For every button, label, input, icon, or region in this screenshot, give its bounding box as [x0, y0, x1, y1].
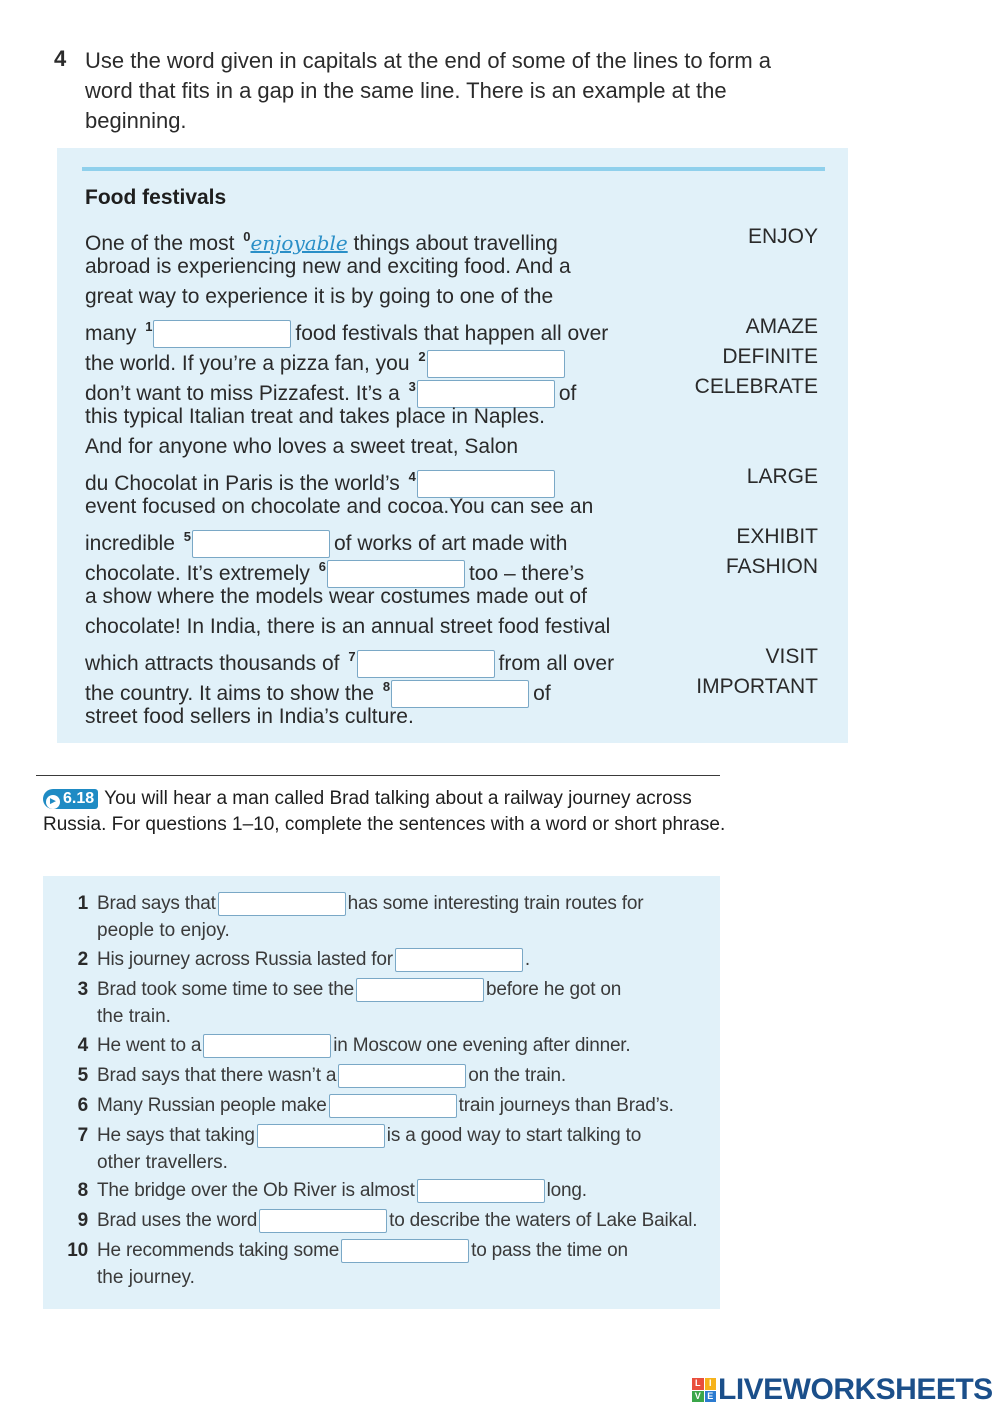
- text-segment: don’t want to miss Pizzafest. It’s a: [85, 382, 406, 405]
- question-item: [62, 945, 530, 975]
- text-segment: a show where the models wear costumes made out of: [85, 585, 587, 608]
- question-item: [62, 1176, 587, 1206]
- logo-letter: I: [705, 1378, 717, 1390]
- capital-word: VISIT: [765, 645, 818, 668]
- text-line: [85, 342, 569, 375]
- text-segment: incredible: [85, 532, 181, 555]
- capital-word: LARGE: [746, 465, 818, 488]
- question-text: Many Russian people make: [97, 1095, 327, 1116]
- capital-word: AMAZE: [745, 315, 818, 338]
- gap-number: 6: [318, 559, 326, 574]
- question-number: 2: [77, 949, 88, 970]
- question-item: [62, 1031, 630, 1061]
- text-segment: too – there’s: [468, 562, 585, 585]
- capital-word: IMPORTANT: [696, 675, 818, 698]
- question-text-after: to pass the time on: [471, 1240, 628, 1261]
- question-text: He recommends taking some: [97, 1240, 340, 1261]
- question-text: Brad uses the word: [97, 1210, 258, 1231]
- question-item: [62, 1236, 628, 1266]
- text-line: [85, 312, 609, 345]
- gap-number: 8: [382, 679, 391, 694]
- answer-field-2[interactable]: [395, 948, 523, 972]
- listening-instruction: [43, 786, 733, 838]
- text-line: [85, 372, 577, 405]
- question-continuation: the train.: [97, 1006, 171, 1027]
- text-line: [85, 612, 610, 642]
- text-line: [85, 642, 615, 675]
- question-item: [62, 975, 621, 1005]
- text-line: [85, 402, 545, 432]
- gap-number: 0: [243, 229, 251, 244]
- text-segment: many: [85, 322, 143, 345]
- question-text: Brad took some time to see the: [97, 979, 354, 1000]
- audio-track-number: 6.18: [63, 790, 95, 807]
- question-continuation: people to enjoy.: [97, 920, 230, 941]
- text-segment: this typical Italian treat and takes place in Naples.: [85, 405, 545, 428]
- question-number: 10: [67, 1240, 88, 1261]
- gap-number: 1: [145, 319, 153, 334]
- text-segment: the country. It aims to show the: [85, 682, 380, 705]
- text-segment: food festivals that happen all over: [295, 322, 609, 345]
- question-text: Brad says that: [97, 893, 216, 914]
- text-segment: things about travelling: [347, 232, 558, 255]
- section-divider: [36, 775, 720, 776]
- text-segment: chocolate. It’s extremely: [85, 562, 316, 585]
- question-continuation: other travellers.: [97, 1152, 228, 1173]
- question-continuation: the journey.: [97, 1267, 195, 1288]
- text-line: [85, 672, 551, 705]
- text-segment: of works of art made with: [333, 532, 568, 555]
- text-line: [85, 222, 558, 255]
- text-line: [85, 252, 571, 282]
- question-item: [62, 889, 643, 919]
- panel-rule: [82, 167, 825, 171]
- gap-number: 4: [408, 469, 416, 484]
- answer-field-3[interactable]: [356, 978, 484, 1002]
- question-item: [62, 1121, 641, 1151]
- answer-field-10[interactable]: [341, 1239, 469, 1263]
- example-answer: enjoyable: [250, 231, 348, 255]
- text-segment: And for anyone who loves a sweet treat, Salon: [85, 435, 519, 458]
- question-item: [62, 1206, 697, 1236]
- exercise-number: 4: [54, 46, 67, 71]
- question-text-after: long.: [546, 1180, 587, 1201]
- question-number: 4: [77, 1035, 88, 1056]
- text-segment: of: [558, 382, 577, 405]
- answer-field-1[interactable]: [218, 892, 346, 916]
- audio-track-button[interactable]: [43, 789, 98, 809]
- text-line: [85, 492, 593, 522]
- question-text: He says that taking: [97, 1125, 255, 1146]
- question-number: 3: [77, 979, 88, 1000]
- question-number: 5: [77, 1065, 88, 1086]
- question-item: [62, 1061, 566, 1091]
- question-text-after: on the train.: [468, 1065, 566, 1086]
- capital-word: EXHIBIT: [736, 525, 818, 548]
- question-text: He went to a: [97, 1035, 202, 1056]
- question-text-after: before he got on: [485, 979, 622, 1000]
- text-segment: event focused on chocolate and cocoa.You can see an: [85, 495, 594, 518]
- exercise-instruction: Use the word given in capitals at the end of some of the lines to form a word that fits in a gap in the same line. There is an example at the beginning.: [85, 48, 772, 133]
- question-number: 1: [77, 893, 88, 914]
- liveworksheets-logo: [692, 1372, 993, 1408]
- logo-letter: L: [692, 1378, 704, 1390]
- answer-field-5[interactable]: [338, 1064, 466, 1088]
- question-text-after: .: [524, 949, 530, 970]
- capital-word: DEFINITE: [722, 345, 818, 368]
- question-number: 8: [77, 1180, 88, 1201]
- answer-field-4[interactable]: [203, 1034, 331, 1058]
- text-segment: which attracts thousands of: [85, 652, 346, 675]
- text-line: [85, 462, 559, 495]
- capital-word: ENJOY: [747, 225, 818, 248]
- logo-letter: E: [705, 1391, 717, 1403]
- capital-word: FASHION: [725, 555, 818, 578]
- text-segment: from all over: [498, 652, 615, 675]
- question-number: 6: [77, 1095, 88, 1116]
- text-segment: street food sellers in India’s culture.: [85, 705, 414, 728]
- text-line: [85, 432, 518, 462]
- question-text-after: in Moscow one evening after dinner.: [333, 1035, 631, 1056]
- text-line: [85, 522, 568, 555]
- question-text: The bridge over the Ob River is almost: [97, 1180, 415, 1201]
- text-segment: of: [533, 682, 551, 705]
- answer-field-9[interactable]: [259, 1209, 387, 1233]
- text-segment: du Chocolat in Paris is the world’s: [85, 472, 406, 495]
- text-line: [85, 282, 553, 312]
- logo-letter: V: [692, 1391, 704, 1403]
- text-line: [85, 702, 414, 732]
- speaker-icon: ►: [46, 795, 60, 809]
- answer-field-7[interactable]: [257, 1124, 385, 1148]
- answer-field-6[interactable]: [329, 1094, 457, 1118]
- gap-number: 5: [183, 529, 191, 544]
- text-segment: chocolate! In India, there is an annual street food festival: [85, 615, 611, 638]
- liveworksheets-logo-icon: [692, 1378, 716, 1402]
- text-line: [85, 552, 585, 585]
- question-text-after: has some interesting train routes for: [347, 893, 644, 914]
- question-number: 9: [77, 1210, 88, 1231]
- text-segment: great way to experience it is by going to one of the: [85, 285, 554, 308]
- question-number: 7: [77, 1125, 88, 1146]
- question-text-after: is a good way to start talking to: [386, 1125, 642, 1146]
- logo-text: LIVEWORKSHEETS: [718, 1373, 993, 1406]
- listening-intro-text: You will hear a man called Brad talking about a railway journey across Russia. For questions 1–10, complete the sentences with a word or short phrase.: [43, 788, 726, 835]
- capital-word: CELEBRATE: [694, 375, 818, 398]
- question-text: Brad says that there wasn’t a: [97, 1065, 337, 1086]
- question-text: His journey across Russia lasted for: [97, 949, 393, 970]
- question-text-after: to describe the waters of Lake Baikal.: [389, 1210, 698, 1231]
- gap-number: 2: [418, 349, 426, 364]
- text-segment: abroad is experiencing new and exciting food. And a: [85, 255, 571, 278]
- answer-field-8[interactable]: [417, 1179, 545, 1203]
- text-title: Food festivals: [85, 186, 227, 209]
- text-line: [85, 582, 587, 612]
- text-segment: One of the most: [85, 232, 241, 255]
- text-segment: the world. If you’re a pizza fan, you: [85, 352, 416, 375]
- gap-number: 3: [408, 379, 416, 394]
- question-item: [62, 1091, 674, 1121]
- question-text-after: train journeys than Brad’s.: [458, 1095, 674, 1116]
- gap-number: 7: [348, 649, 356, 664]
